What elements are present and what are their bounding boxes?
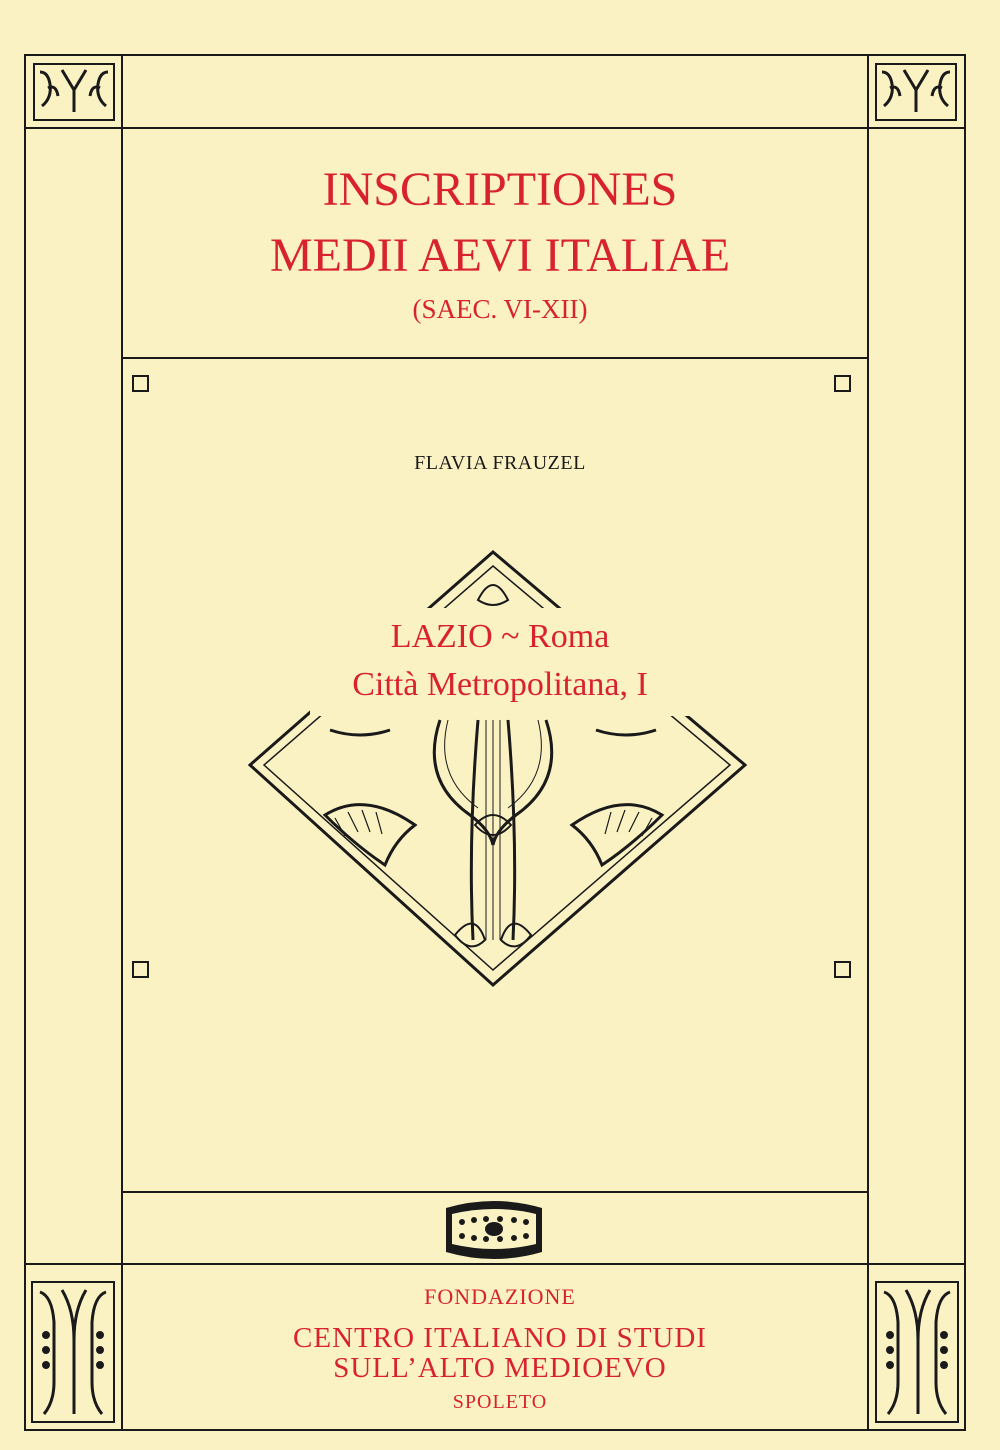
publisher-line: FONDAZIONE (424, 1284, 576, 1309)
series-title: MEDII AEVI ITALIAE (269, 229, 731, 282)
publisher-name: SULL’ALTO MEDIOEVO (333, 1352, 667, 1384)
corner-ornament-icon (876, 64, 956, 120)
corner-ornament-icon (34, 64, 114, 120)
volume-subtitle: Città Metropolitana, I (352, 666, 648, 703)
small-square-icon (835, 962, 850, 977)
small-square-icon (835, 376, 850, 391)
small-square-icon (133, 376, 148, 391)
small-square-icon (133, 962, 148, 977)
publisher-city: SPOLETO (452, 1391, 548, 1413)
volume-title: LAZIO ~ Roma (390, 618, 610, 655)
ring-emblem-icon (446, 1201, 542, 1259)
author-name: FLAVIA FRAUZEL (414, 452, 586, 474)
series-title: INSCRIPTIONES (322, 163, 678, 216)
series-dates: (SAEC. VI-XII) (412, 294, 588, 324)
publisher-name: CENTRO ITALIANO DI STUDI (293, 1322, 707, 1354)
